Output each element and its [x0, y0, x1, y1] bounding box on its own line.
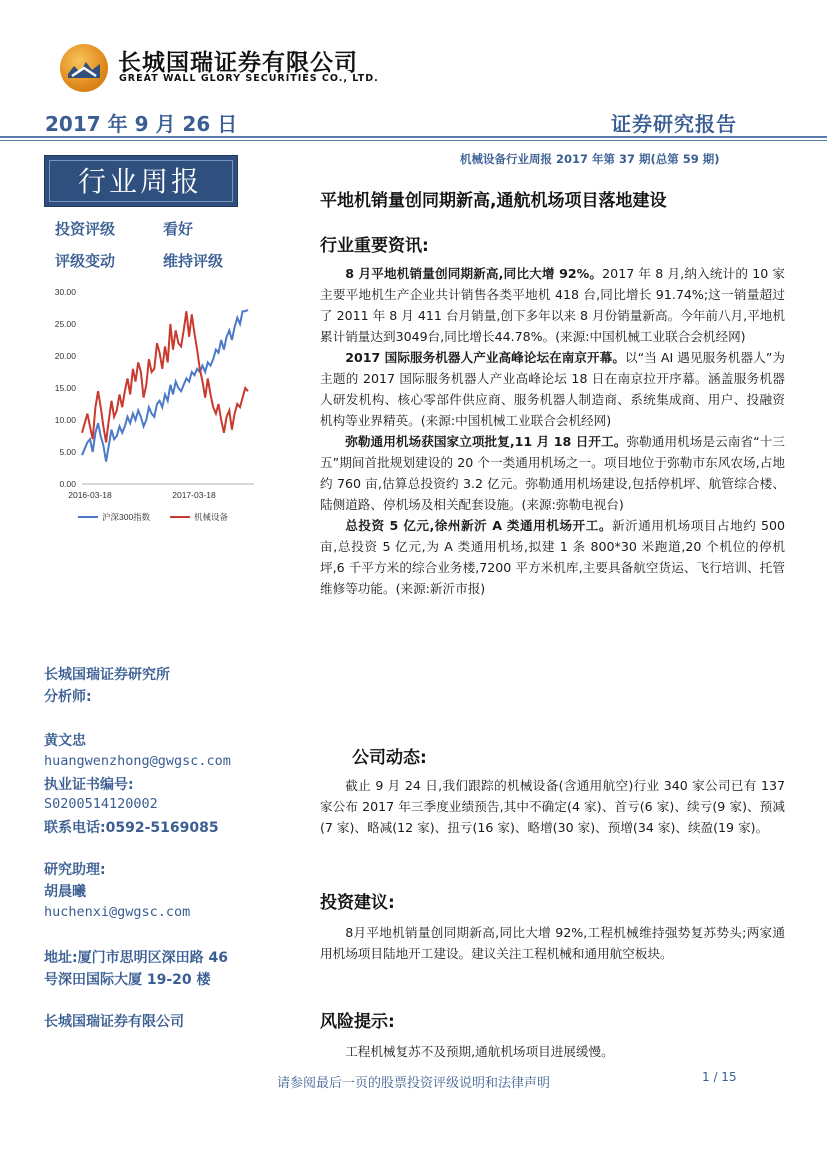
- weekly-title: 行业周报: [77, 165, 202, 198]
- news-lead: 总投资 5 亿元,徐州新沂 A 类通用机场开工。: [345, 518, 612, 533]
- analyst-label: 分析师:: [44, 689, 92, 705]
- header-divider: [0, 136, 827, 138]
- risk-text: 工程机械复苏不及预期,通航机场项目进展缓慢。: [345, 1044, 614, 1059]
- news-list: [320, 263, 785, 599]
- address-line-2: 号深田国际大厦 19-20 楼: [44, 972, 211, 988]
- y-tick-label: 15.00: [54, 383, 76, 393]
- y-tick-label: 0.00: [59, 479, 76, 489]
- company-logo: [60, 44, 108, 92]
- news-item: [320, 515, 785, 599]
- rating-label: 投资评级: [55, 220, 116, 238]
- y-tick-label: 20.00: [54, 351, 76, 361]
- address-line-1: 地址:厦门市思明区深田路 46: [44, 950, 228, 966]
- analyst-name: 黄文忠: [44, 733, 86, 749]
- institute-name: 长城国瑞证券研究所: [44, 667, 170, 683]
- company-news-text: 截止 9 月 24 日,我们跟踪的机械设备(含通用航空)行业 340 家公司已有 137 家公布 2017 年三季度业绩预告,其中不确定(4 家)、首亏(6 家)、续亏(9 家)、预减(7 家)、略减(12 家)、扭亏(16 家)、略增(30 家)、预增(34 家)、续盈(19 家)。: [320, 778, 785, 835]
- series-line: [82, 311, 248, 442]
- great-wall-logo-icon: [60, 44, 108, 92]
- news-lead: 2017 国际服务机器人产业高峰论坛在南京开幕。: [345, 350, 625, 365]
- price-trend-chart: [40, 282, 262, 532]
- report-type: 证券研究报告: [611, 112, 737, 136]
- news-text: 以“当 AI 遇见服务机器人”为主题的 2017 国际服务机器人产业高峰论坛 18 日在南京拉开序幕。涵盖服务机器人研发机构、核心零部件供应商、服务机器人制造商、系统集成商、用户、投融资机构等业界精英。(来源:中国机械工业联合会机经网): [320, 350, 786, 428]
- risk-body: [320, 1041, 785, 1062]
- rating-value: 看好: [163, 220, 194, 238]
- company-name-footer: 长城国瑞证券有限公司: [44, 1014, 184, 1030]
- y-tick-label: 30.00: [54, 287, 76, 297]
- assistant-label: 研究助理:: [44, 862, 106, 878]
- rating-change-value: 维持评级: [163, 252, 224, 270]
- rating-change-label: 评级变动: [55, 252, 116, 270]
- report-headline: 平地机销量创同期新高,通航机场项目落地建设: [320, 191, 667, 211]
- y-tick-label: 25.00: [54, 319, 76, 329]
- company-name-en: GREAT WALL GLORY SECURITIES CO., LTD.: [119, 73, 379, 84]
- company-name-cn: 长城国瑞证券有限公司: [118, 50, 358, 76]
- news-text: 新沂通用机场项目占地约 500 亩,总投资 5 亿元,为 A 类通用机场,拟建 1 条 800*30 米跑道,20 个机位的停机坪,6 千平方米的综合业务楼,7200 平方米机库,主要具备航空货运、飞行培训、托管维修等功能。(来源:新沂市报): [320, 518, 785, 596]
- y-tick-label: 5.00: [59, 447, 76, 457]
- page-number: 1 / 15: [702, 1070, 737, 1084]
- analyst-phone: 联系电话:0592-5169085: [44, 820, 219, 836]
- advice-heading: 投资建议:: [320, 893, 395, 913]
- analyst-email[interactable]: huangwenzhong@gwgsc.com: [44, 753, 231, 769]
- assistant-email[interactable]: huchenxi@gwgsc.com: [44, 904, 191, 920]
- news-item: [320, 347, 785, 431]
- issue-number: 机械设备行业周报 2017 年第 37 期(总第 59 期): [460, 152, 720, 166]
- y-tick-label: 10.00: [54, 415, 76, 425]
- news-item: [320, 263, 785, 347]
- assistant-name: 胡晨曦: [44, 884, 86, 900]
- x-tick-label: 2017-03-18: [172, 490, 216, 500]
- advice-body: [320, 922, 785, 964]
- cert-number: S0200514120002: [44, 796, 158, 812]
- report-date: 2017 年 9 月 26 日: [45, 112, 238, 136]
- news-text: 2017 年 8 月,纳入统计的 10 家主要平地机生产企业共计销售各类平地机 418 台,同比增长 91.74%;这一销量超过了 2011 年 8 月 411 台月销量,创下多年以来 8 月份销量新高。今年前八月,平地机累计销量达到3049台,同比增长44.78%。(来源:中国机械工业联合会机经网): [320, 266, 785, 344]
- advice-text: 8月平地机销量创同期新高,同比大增 92%,工程机械维持强势复苏势头;两家通用机场项目陆地开工建设。建议关注工程机械和通用航空板块。: [320, 925, 785, 961]
- header-divider-thin: [0, 140, 827, 141]
- cert-label: 执业证书编号:: [44, 777, 134, 793]
- risk-heading: 风险提示:: [320, 1012, 395, 1032]
- news-item: [320, 431, 785, 515]
- news-heading: 行业重要资讯:: [320, 236, 429, 256]
- news-lead: 8 月平地机销量创同期新高,同比大增 92%。: [345, 266, 603, 281]
- company-news-body: [320, 775, 785, 838]
- news-text: 弥勒通用机场是云南省“十三五”期间首批规划建设的 20 个一类通用机场之一。项目地位于弥勒市东风农场,占地约 760 亩,估算总投资约 3.2 亿元。弥勒通用机场建设,包括停机坪、航管综合楼、陆侧道路、停机场及相关配套设施。(来源:弥勒电视台): [320, 434, 785, 512]
- legend-label: 机械设备: [194, 512, 229, 522]
- disclaimer-note: 请参阅最后一页的股票投资评级说明和法律声明: [276, 1076, 550, 1091]
- x-tick-label: 2016-03-18: [68, 490, 112, 500]
- legend-label: 沪深300指数: [102, 512, 151, 522]
- company-news-heading: 公司动态:: [352, 748, 427, 768]
- news-lead: 弥勒通用机场获国家立项批复,11 月 18 日开工。: [345, 434, 627, 449]
